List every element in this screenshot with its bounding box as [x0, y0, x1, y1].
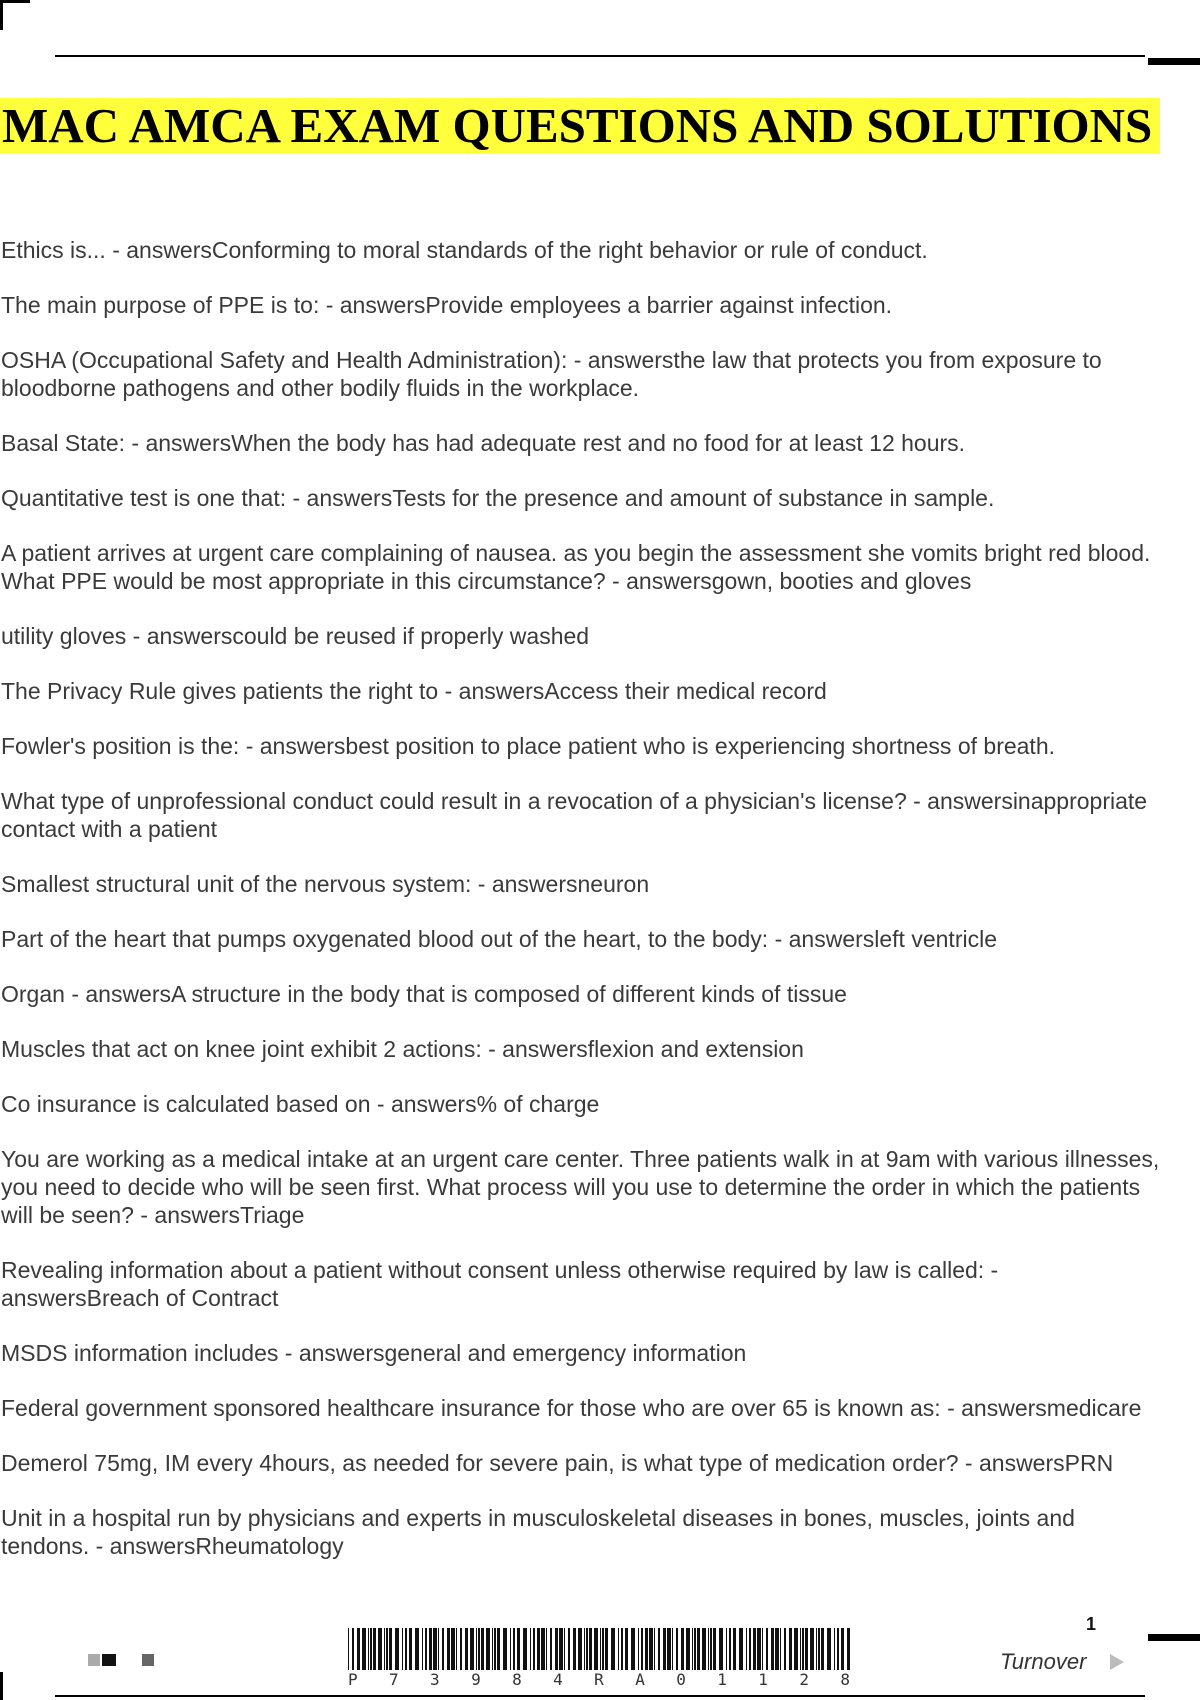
qa-item: Smallest structural unit of the nervous system: - answersneuron — [1, 871, 650, 897]
qa-item: Unit in a hospital run by physicians and experts in musculoskeletal diseases in bones, muscles, joints and tendons. - answersRheumatology — [1, 1505, 1075, 1559]
top-rule — [55, 55, 1145, 57]
turnover-label: Turnover — [1000, 1649, 1087, 1674]
bottom-registration-bar — [1148, 1634, 1200, 1641]
qa-item: Part of the heart that pumps oxygenated blood out of the heart, to the body: - answersleft ventricle — [1, 926, 997, 952]
qa-item: Demerol 75mg, IM every 4hours, as needed for severe pain, is what type of medication order? - answersPRN — [1, 1450, 1114, 1476]
qa-item: A patient arrives at urgent care complaining of nausea. as you begin the assessment she vomits bright red blood. What PPE would be most appropriate in this circumstance? - answersgown, booties and gloves — [1, 540, 1151, 594]
qa-item: The main purpose of PPE is to: - answersProvide employees a barrier against infection. — [1, 292, 893, 318]
barcode — [348, 1628, 850, 1670]
qa-item: OSHA (Occupational Safety and Health Administration): - answersthe law that protects you from exposure to bloodborne pathogens and other bodily fluids in the workplace. — [1, 347, 1102, 401]
qa-item: You are working as a medical intake at an urgent care center. Three patients walk in at 9am with various illnesses, you need to decide who will be seen first. What process will you use to determine the order in which the patients will be seen? - answersTriage — [1, 1146, 1160, 1228]
page-number: 1 — [1086, 1614, 1097, 1634]
top-registration-bar — [1148, 58, 1200, 65]
qa-item: MSDS information includes - answersgeneral and emergency information — [1, 1340, 747, 1366]
qa-item: Federal government sponsored healthcare insurance for those who are over 65 is known as: - answersmedicare — [1, 1395, 1142, 1421]
qa-item: Organ - answersA structure in the body that is composed of different kinds of tissue — [1, 981, 847, 1007]
qa-item: Ethics is... - answersConforming to moral standards of the right behavior or rule of conduct. — [1, 237, 928, 263]
qa-item: Basal State: - answersWhen the body has had adequate rest and no food for at least 12 hours. — [1, 430, 966, 456]
bottom-left-tick — [0, 1672, 3, 1700]
qa-item: utility gloves - answerscould be reused if properly washed — [1, 623, 590, 649]
bottom-rule — [55, 1695, 1145, 1697]
turnover-arrow-icon — [1110, 1654, 1124, 1670]
qa-item: What type of unprofessional conduct could result in a revocation of a physician's license? - answersinappropriate contact with a patient — [1, 788, 1148, 842]
corner-registration-mark — [0, 0, 30, 30]
qa-item: Muscles that act on knee joint exhibit 2 actions: - answersflexion and extension — [1, 1036, 804, 1062]
qa-item: Quantitative test is one that: - answersTests for the presence and amount of substance in sample. — [1, 485, 995, 511]
qa-item: The Privacy Rule gives patients the right to - answersAccess their medical record — [1, 678, 827, 704]
qa-item: Revealing information about a patient without consent unless otherwise required by law is called: - answersBreach of Contract — [1, 1257, 999, 1311]
qa-item: Co insurance is calculated based on - answers% of charge — [1, 1091, 600, 1117]
footer-marker-squares — [88, 1652, 168, 1668]
barcode-text: P 7 3 9 8 4 R A 0 1 1 2 8 — [348, 1670, 850, 1689]
document-title: MAC AMCA EXAM QUESTIONS AND SOLUTIONS — [0, 98, 1160, 154]
qa-list — [0, 236, 1200, 1587]
qa-item: Fowler's position is the: - answersbest position to place patient who is experiencing shortness of breath. — [1, 733, 1056, 759]
